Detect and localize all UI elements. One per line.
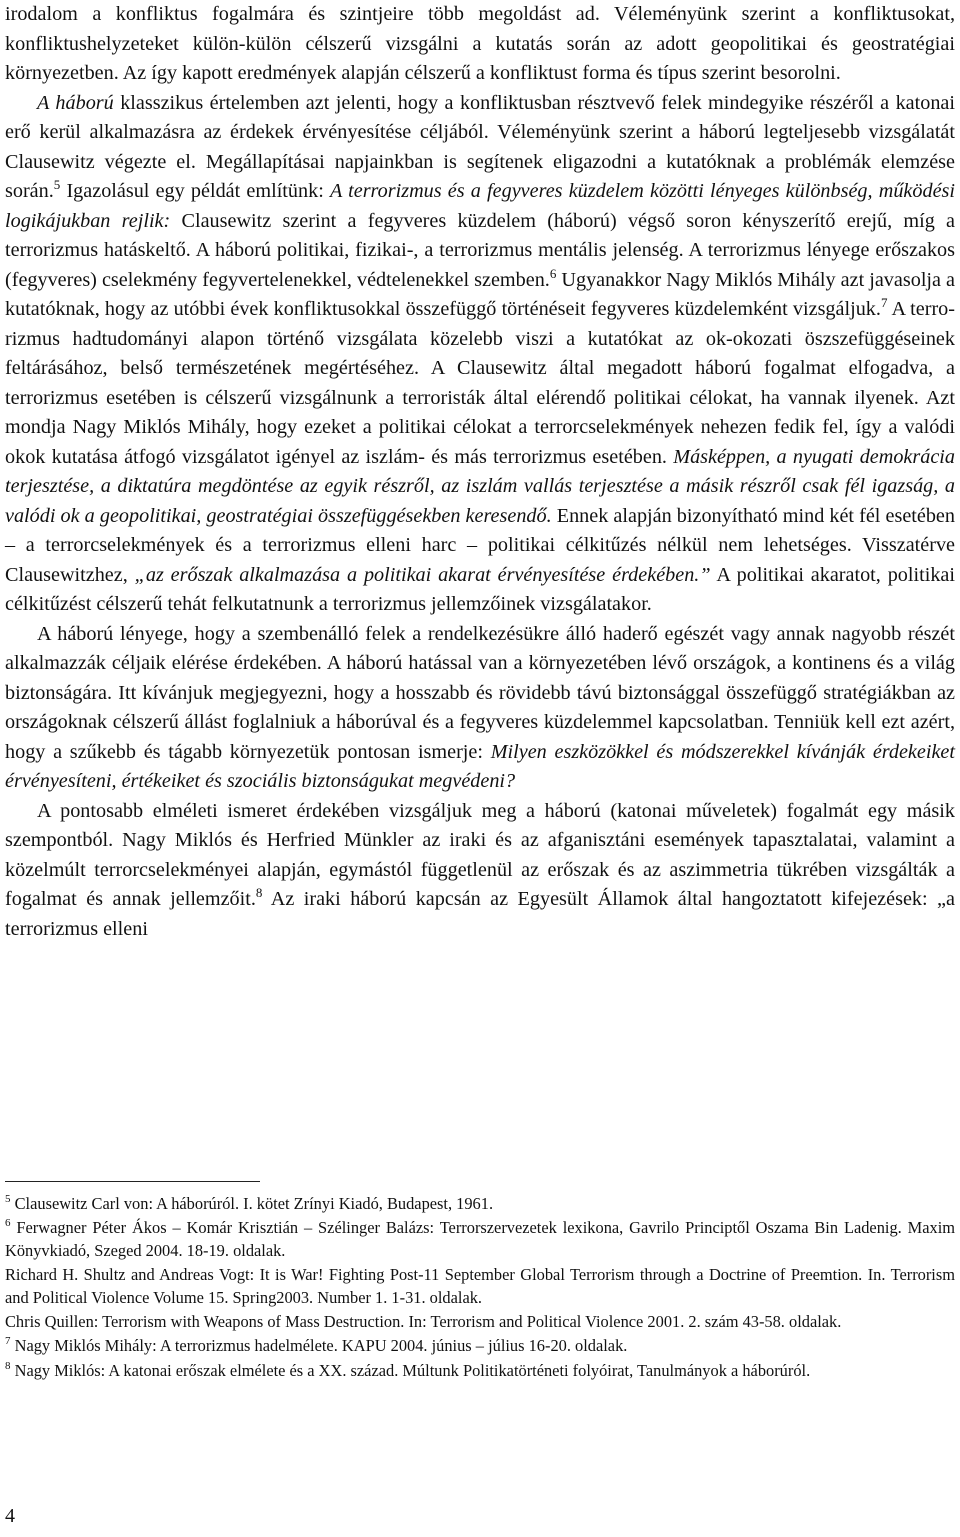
footnote-text: Nagy Miklós: A katonai erőszak elmélete és a XX. század. Múltunk Politikatörténeti folyóirat, Tanulmányok a háborúról. [14, 1360, 811, 1380]
footnote [5, 1264, 955, 1309]
paragraph [5, 0, 955, 89]
text-run: Igazolásul egy példát említünk: [60, 180, 330, 202]
italic-text: Másképpen, a nyugati demokrácia terjesztése, a diktatúra megdöntése az egyik részről, az iszlám vallás terjesztése a másik részről csak fél igazság, a valódi ok a geopolitikai, geostratégiai összefüggésekben keresendő. [5, 445, 955, 527]
footnote [5, 1311, 955, 1333]
text-run: Clausewitz szerint a fegyveres küzdelem (háború) végső soron kényszerítő erejű, míg a terrorizmus hatáskeltő. A háború politikai, fizikai-, a terrorizmus mentális jelenség. A terrorizmus lényege erőszakos (fegyveres) cselekmény fegyvertelenekkel, védtelenekkel szemben. [5, 209, 955, 291]
text-run: A terrorizmus hadtudományi alapon történő vizsgálata közelebb viszi a kutatókat az ok-okozati öszszefüggéseinek feltárásához, belső természetének megértéséhez. A Clausewitz által megadott háború fogalmat elfogadva, a terrorizmus esetében is célszerű vizsgálnunk a terroristák által elérendő politikai célokat, ha vannak ilyenek. Azt mondja Nagy Miklós Mihály, hogy ezeket a politikai célokat a terrorcselekmények nehezen fedik fel, így a valódi okok kutatása átfogó vizsgálatot igényel az iszlám- és más terrorizmus esetében. [5, 298, 955, 468]
footnote-text: Chris Quillen: Terrorism with Weapons of Mass Destruction. In: Terrorism and Political Violence 2001. 2. szám 43-58. oldalak. [5, 1312, 842, 1332]
paragraph [5, 620, 955, 797]
italic-text: „az erőszak alkalmazása a politikai akarat érvényesítése érdekében.” [134, 563, 711, 586]
footnote-ref: 6 [549, 265, 557, 281]
footnote-ref: 7 [880, 295, 888, 310]
main-text [5, 0, 955, 944]
footnote-ref: 8 [255, 885, 263, 900]
page-number: 4 [5, 1505, 15, 1527]
text-run: Ugyanakkor Nagy Miklós Mihály azt javasolja a kutatóknak, hogy az utóbbi évek konfliktusokkal összefüggő történéseit fegyveres küzdelemként vizsgáljuk. [5, 268, 956, 320]
footnote [5, 1360, 955, 1382]
footnote-number: 8 [5, 1359, 11, 1372]
italic-text: Milyen eszközökkel és módszerekkel kívánják érdekeiket érvényesíteni, értékeiket és szociális biztonságukat megvédeni? [5, 740, 955, 792]
text-run: klasszikus értelemben azt jelenti, hogy a konfliktusban résztvevő felek mindegyike részéről a katonai erő kerül alkalmazásra az érdekek érvényesítése céljából. Véleményünk szerint a háború legteljesebb vizsgálatát Clausewitz végezte el. Megállapításai napjainkban is segítenek eligazodni a kutatóknak a problémák elemzése során. [5, 91, 955, 202]
italic-text: A háború [37, 91, 114, 114]
text-run: A politikai akaratot, politikai célkitűzést célszerű tehát felkutatnunk a terrorizmus jellemzőinek vizsgálatakor. [5, 563, 955, 615]
text-run: A pontosabb elméleti ismeret érdekében vizsgáljuk meg a háború (katonai műveletek) fogalmát egy másik szempontból. Nagy Miklós és Herfried Münkler az iraki és az afganisztáni események tapasztalatai, valamint a közelmúlt terrorcselekményei alapján, egymástól függetlenül az erőszak és az aszimmetria tükrében vizsgálták a fogalmat és annak jellemzőit. [5, 799, 955, 910]
footnote-ref: 5 [53, 177, 61, 192]
footnote [5, 1217, 955, 1262]
text-run: irodalom a konfliktus fogalmára és szintjeire több megoldást ad. Véleményünk szerint a konfliktusokat, konfliktushelyzeteket külön-külön célszerű vizsgálni a kutatás során az adott geopolitikai és geostratégiai környezetben. Az így kapott eredmények alapján célszerű a konfliktust forma és típus szerint besorolni. [5, 3, 955, 84]
footnote-number: 6 [5, 1217, 11, 1230]
page-body [5, 0, 955, 944]
paragraph [5, 89, 955, 620]
paragraph [5, 797, 955, 945]
footnote [5, 1193, 955, 1215]
footnote-text: Richard H. Shultz and Andreas Vogt: It is War! Fighting Post-11 September Global Terrorism through a Doctrine of Preemtion. In. Terrorism and Political Violence Volume 15. Spring2003. Number 1. 1-31. oldalak. [5, 1265, 955, 1307]
footnote-text: Ferwagner Péter Ákos – Komár Krisztián – Szélinger Balázs: Terrorszervezetek lexikona, Gavrilo Principtől Oszama Bin Ladenig. Maxim Könyvkiadó, Szeged 2004. 18-19. oldalak. [5, 1218, 955, 1260]
footnote [5, 1335, 955, 1357]
text-run: A háború lényege, hogy a szembenálló felek a rendelkezésükre álló haderő egészét vagy annak nagyobb részét alkalmazzák céljaik elérése érdekében. A háború hatással van a környezetében lévő országok, a kontinens és a világ biztonságára. Itt kívánjuk megjegyezni, hogy a hosszabb és rövidebb távú biztonsággal összefüggő stratégiákban az országoknak célszerű állást foglalniuk a háborúval és a fegyveres küzdelemmel kapcsolatban. Tenniük kell ezt azért, hogy a szűkebb és tágabb környezetük pontosan ismerje: [5, 622, 955, 763]
footnote-separator [5, 1181, 260, 1182]
footnotes [5, 1193, 955, 1384]
footnote-text: Nagy Miklós Mihály: A terrorizmus hadelmélete. KAPU 2004. június – július 16-20. oldalak. [14, 1336, 628, 1356]
footnote-text: Clausewitz Carl von: A háborúról. I. kötet Zrínyi Kiadó, Budapest, 1961. [14, 1194, 494, 1213]
text-run: Ennek alapján bizonyítható mind két fél esetében – a terrorcselekmények és a terrorizmus elleni harc – politikai célkitűzés nélkül nem lehetséges. Visszatérve Clausewitzhez, [5, 504, 955, 586]
footnote-number: 5 [5, 1193, 11, 1205]
italic-text: A terrorizmus és a fegyveres küzdelem közötti lényeges különbség, működési logikájukban rejlik: [5, 180, 955, 232]
footnote-number: 7 [5, 1335, 11, 1348]
text-run: Az iraki háború kapcsán az Egyesült Államok által hangoztatott kifejezések: „a terrorizmus elleni [5, 888, 955, 940]
